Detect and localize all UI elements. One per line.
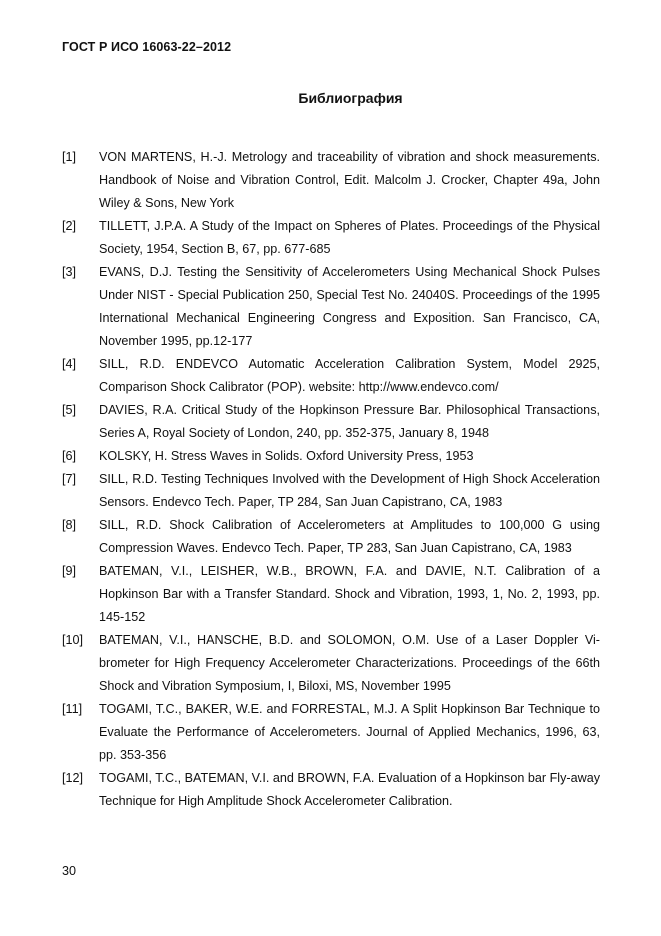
entry-text: KOLSKY, H. Stress Waves in Solids. Oxford University Press, 1953 <box>99 449 474 463</box>
bibliography-entry <box>62 261 600 353</box>
entry-text: TILLETT, J.P.A. A Study of the Impact on Spheres of Plates. Proceedings of the Physical Society, 1954, Section B, 67, pp. 677-685 <box>99 219 600 256</box>
bibliography-entry <box>62 560 600 629</box>
entry-number: [1] <box>62 150 77 164</box>
entry-number: [9] <box>62 564 77 578</box>
entry-number: [10] <box>62 633 84 647</box>
entry-text: SILL, R.D. Testing Techniques Involved with the Development of High Shock Acceleration Sensors. Endevco Tech. Paper, TP 284, San Juan Capistrano, CA, 1983 <box>99 472 600 509</box>
entry-text: TOGAMI, T.C., BATEMAN, V.I. and BROWN, F.A. Evaluation of a Hopkinson bar Fly-away Technique for High Amplitude Shock Accelerometer Calibration. <box>99 771 600 808</box>
bibliography-entry <box>62 399 600 445</box>
bibliography-entry <box>62 767 600 813</box>
standard-header: ГОСТ Р ИСО 16063-22–2012 <box>62 40 232 54</box>
entry-number: [6] <box>62 449 77 463</box>
bibliography-entry <box>62 445 600 468</box>
entry-number: [12] <box>62 771 84 785</box>
bibliography-list <box>62 146 600 813</box>
page-number: 30 <box>62 864 77 878</box>
entry-text: DAVIES, R.A. Critical Study of the Hopkinson Pressure Bar. Philosophical Transactions, Series A, Royal Society of London, 240, pp. 352-375, January 8, 1948 <box>99 403 600 440</box>
entry-text: TOGAMI, T.C., BAKER, W.E. and FORRESTAL, M.J. A Split Hopkinson Bar Technique to Evaluate the Performance of Accelerometers. Journal of Applied Mechanics, 1996, 63, pp. 353-356 <box>99 702 600 762</box>
bibliography-entry <box>62 629 600 698</box>
entry-number: [5] <box>62 403 77 417</box>
entry-text: VON MARTENS, H.-J. Metrology and traceability of vibration and shock measurements. Handbook of Noise and Vibration Control, Edit. Malcolm J. Crocker, Chapter 49a, John Wiley & Sons, New York <box>99 150 600 210</box>
entry-text: BATEMAN, V.I., HANSCHE, B.D. and SOLOMON, O.M. Use of a Laser Doppler Vibrometer for High Frequency Accelerometer Characterizations. Proceedings of the 66th Shock and Vibration Symposium, I, Biloxi, MS, November 1995 <box>99 633 600 693</box>
entry-number: [8] <box>62 518 77 532</box>
bibliography-entry <box>62 514 600 560</box>
bibliography-entry <box>62 353 600 399</box>
page-title: Библиография <box>298 90 403 106</box>
entry-number: [3] <box>62 265 77 279</box>
entry-number: [11] <box>62 702 83 716</box>
entry-text: BATEMAN, V.I., LEISHER, W.B., BROWN, F.A. and DAVIE, N.T. Calibration of a Hopkinson Bar with a Transfer Standard. Shock and Vibration, 1993, 1, No. 2, 1993, pp. 145-152 <box>99 564 600 624</box>
entry-text: SILL, R.D. Shock Calibration of Accelerometers at Amplitudes to 100,000 G using Compression Waves. Endevco Tech. Paper, TP 283, San Juan Capistrano, CA, 1983 <box>99 518 600 555</box>
entry-text: EVANS, D.J. Testing the Sensitivity of Accelerometers Using Mechanical Shock Pulses Under NIST - Special Publication 250, Special Test No. 24040S. Proceedings of the 1995 International Mechanical Engineering Congress and Exposition. San Francisco, CA, November 1995, pp.12-177 <box>99 265 600 348</box>
bibliography-entry <box>62 468 600 514</box>
bibliography-entry <box>62 215 600 261</box>
entry-number: [7] <box>62 472 77 486</box>
entry-text: SILL, R.D. ENDEVCO Automatic Acceleration Calibration System, Model 2925, Comparison Shock Calibrator (POP). website: http://www.endevco.com/ <box>99 357 600 394</box>
entry-number: [4] <box>62 357 77 371</box>
entry-number: [2] <box>62 219 77 233</box>
bibliography-entry <box>62 698 600 767</box>
bibliography-entry <box>62 146 600 215</box>
